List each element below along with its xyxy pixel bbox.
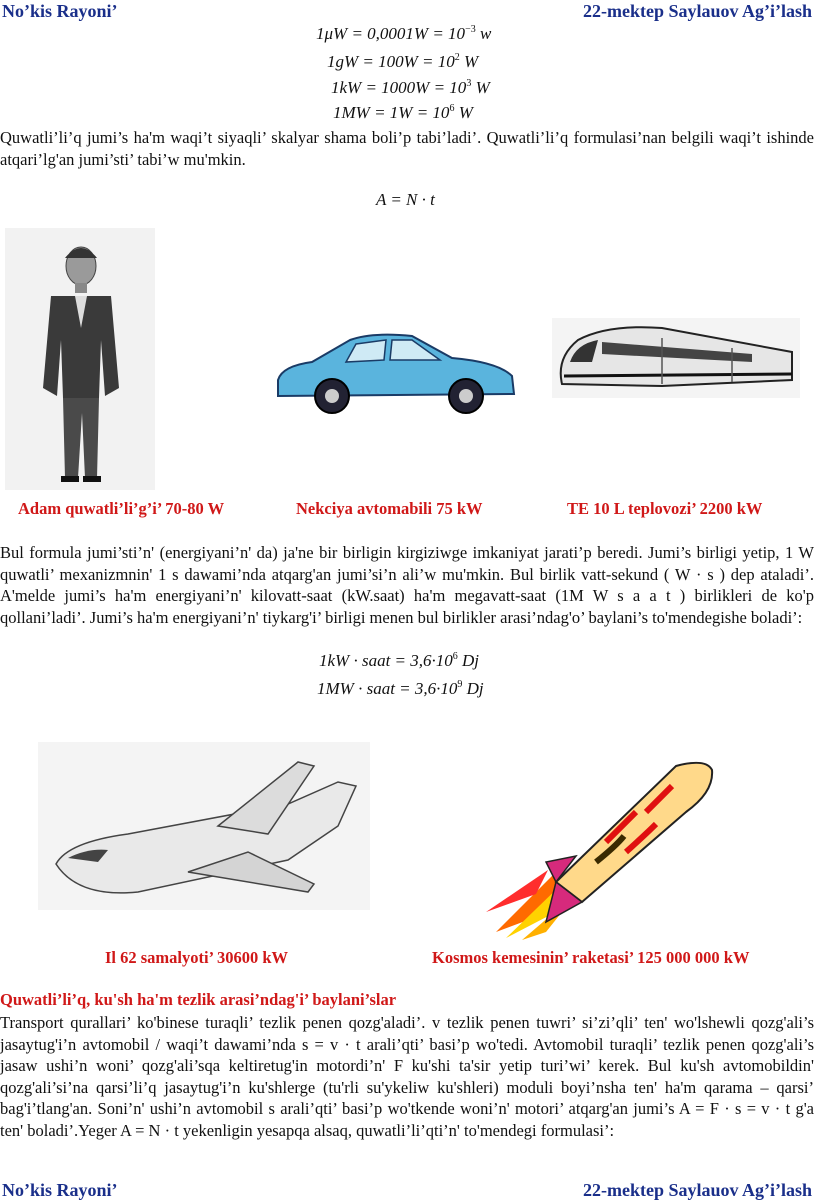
footer-right: 22-mektep Saylauov Ag’i’lash — [582, 1180, 812, 1200]
caption-car: Nekciya avtomabili 75 kW — [296, 499, 483, 518]
work-formula: A = N · t — [376, 190, 435, 209]
unit-formula-g: $1gW = 100W = 10^2$ W — [327, 52, 479, 71]
caption-rocket: Kosmos kemesinin’ raketasi’ 125 000 000 kW — [432, 948, 750, 967]
caption-person: Adam quwatli’li’g’i’ 70-80 W — [18, 499, 225, 518]
caption-shuttle: Il 62 samalyoti’ 30600 kW — [105, 948, 289, 967]
rocket-illustration — [486, 752, 722, 940]
caption-train: TE 10 L teplovozi’ 2200 kW — [567, 499, 763, 518]
person-illustration — [5, 228, 155, 490]
header-left: No’kis Rayoni’ — [2, 1, 118, 21]
paragraph-power-definition: Quwatli’li’q jumi’s ha'm waqi’t siyaqli’ skalyar shama boli’p tabi’ladi’. Quwatli’li’q formulasi’nan belgili waqi’t ishinde atqari’lg'an jumi’sti’ tabi’w mu'mkin. — [0, 128, 814, 169]
paragraph-power-force-speed: Transport qurallari’ ko'binese turaqli’ tezlik penen qozg'aladi’. v tezlik penen tuwri’ si’zi’qli’ ten' wo'lshewli qozg'ali’s jasaytug'i’n avtomobil / waqi’t dawami’nda s = v · t arali’qti’ basi’p wo'tedi. Avtomobil turaqli’ tezlik penen qozg'ali’s jasaw ushi’n woni’ qozg'ali’sqa keltiretug'in motordi’n' F ku'shi ta'sir yetip turi’wi’ kerek. Bul ku'sh avtomobildin' qozg'ali’si’na qarsi’li’q jasaytug'i’n ku'shlerge (tu'rli su'ykeliw ku'shleri) moduli boyi’nsha ten' ha'm qarama – qarsi’ bag'i’tlang'an. Soni’n' ushi’n avtomobil s arali’qti’ basi’p wo'tkende woni’n' motori’ atqarg'an jumi’s A = F · s = v · t g'a ten' boladi’.Yeger A = N · t yekenligin yesapqa alsaq, quwatli’li’qti’n' to'mendegi formulasi’: — [0, 1013, 814, 1140]
unit-formula-m: $1MW = 1W = 10^6$ W — [333, 103, 473, 122]
section-title: Quwatli’li’q, ku'sh ha'm tezlik arasi’ndag'i’ baylani’slar — [0, 990, 397, 1009]
header-right: 22-mektep Saylauov Ag’i’lash — [582, 1, 812, 21]
footer-left: No’kis Rayoni’ — [2, 1180, 118, 1200]
shuttle-illustration — [38, 742, 370, 910]
car-illustration — [272, 322, 520, 420]
unit-formula-k: $1kW = 1000W = 10^3$ W — [331, 78, 490, 97]
unit-formula-micro: $1\mu W = 0,0001W = 10^{-3}$ w — [316, 24, 492, 43]
energy-formula-kw: 1kW · saat = $3,6\cdot 10^6$ Dj — [319, 651, 480, 670]
train-illustration — [552, 318, 800, 398]
energy-formula-mw: 1MW · saat = $3,6\cdot 10^9$ Dj — [317, 679, 484, 698]
paragraph-energy-units: Bul formula jumi’sti’n' (energiyani’n' da) ja'ne bir birligin kirgiziwge imkaniyat jarati’p beredi. Jumi’s birligi yetip, 1 W quwatli’ mexanizmnin' 1 s dawami’nda atqarg'an jumi’si’n ali’w mu'mkin. Bul birlik vatt-sekund ( W · s ) dep ataladi’. A'melde jumi’s ha'm energiyani’n' kilovatt-saat (kW.saat) ha'm megavatt-saat (1M W s a a t ) birlikleri de ko'p qollani’ladi’. Jumi’s ha'm energiyani’n' tiykarg'i’ birligi menen bul birlikler arasi’ndag'o’ baylani’s to'mendegishe boladi’: — [0, 543, 814, 627]
